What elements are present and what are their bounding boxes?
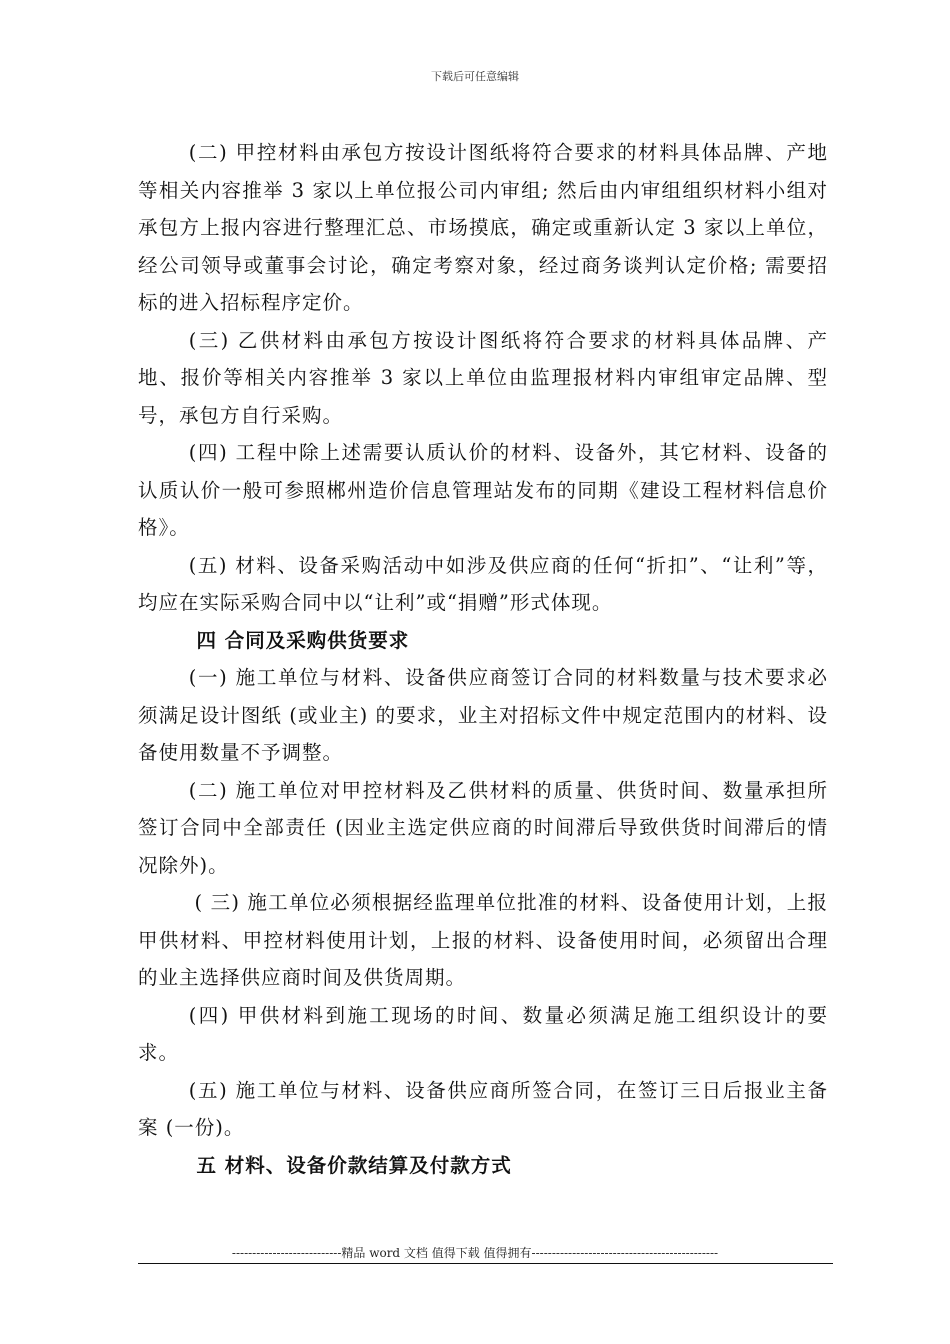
paragraph-2-2: (二) 甲控材料由承包方按设计图纸将符合要求的材料具体品牌、产地等相关内容推举 3 家以上单位报公司内审组; 然后由内审组组织材料小组对承包方上报内容进行整理汇总、市场摸底，确定或重新认定 3 家以上单位，经公司领导或董事会讨论，确定考察对象，经过商务谈判认定价格; 需要招标的进入招标程序定价。 (138, 141, 828, 314)
paragraph-4-4: (四) 甲供材料到施工现场的时间、数量必须满足施工组织设计的要求。 (138, 1003, 828, 1064)
paragraph-4-1: (一) 施工单位与材料、设备供应商签订合同的材料数量与技术要求必须满足设计图纸 (或业主) 的要求，业主对招标文件中规定范围内的材料、设备使用数量不予调整。 (138, 666, 828, 764)
section-heading-4: 四 合同及采购供货要求 (196, 628, 410, 652)
paragraph-2-5: (五) 材料、设备采购活动中如涉及供应商的任何“折扣”、“让利”等，均应在实际采购合同中以“让利”或“捐赠”形式体现。 (138, 553, 828, 614)
footer-text: ---------------------------精品 word 文档 值得下载 值得拥有---------------------------------------------- (231, 1246, 719, 1260)
section-heading-5: 五 材料、设备价款结算及付款方式 (196, 1153, 512, 1177)
document-body (138, 134, 828, 1184)
paragraph-2-3: (三) 乙供材料由承包方按设计图纸将符合要求的材料具体品牌、产地、报价等相关内容推举 3 家以上单位由监理报材料内审组审定品牌、型号，承包方自行采购。 (138, 328, 828, 427)
footer-divider (138, 1263, 833, 1264)
paragraph-4-2: (二) 施工单位对甲控材料及乙供材料的质量、供货时间、数量承担所签订合同中全部责任 (因业主选定供应商的时间滞后导致供货时间滞后的情况除外)。 (138, 778, 828, 877)
paragraph-4-3: ( 三) 施工单位必须根据经监理单位批准的材料、设备使用计划，上报甲供材料、甲控材料使用计划，上报的材料、设备使用时间，必须留出合理的业主选择供应商时间及供货周期。 (138, 891, 828, 989)
paragraph-4-5: (五) 施工单位与材料、设备供应商所签合同，在签订三日后报业主备案 (一份)。 (138, 1078, 828, 1139)
header-note: 下载后可任意编辑 (431, 70, 519, 83)
paragraph-2-4: (四) 工程中除上述需要认质认价的材料、设备外，其它材料、设备的认质认价一般可参照郴州造价信息管理站发布的同期《建设工程材料信息价格》。 (138, 441, 828, 539)
